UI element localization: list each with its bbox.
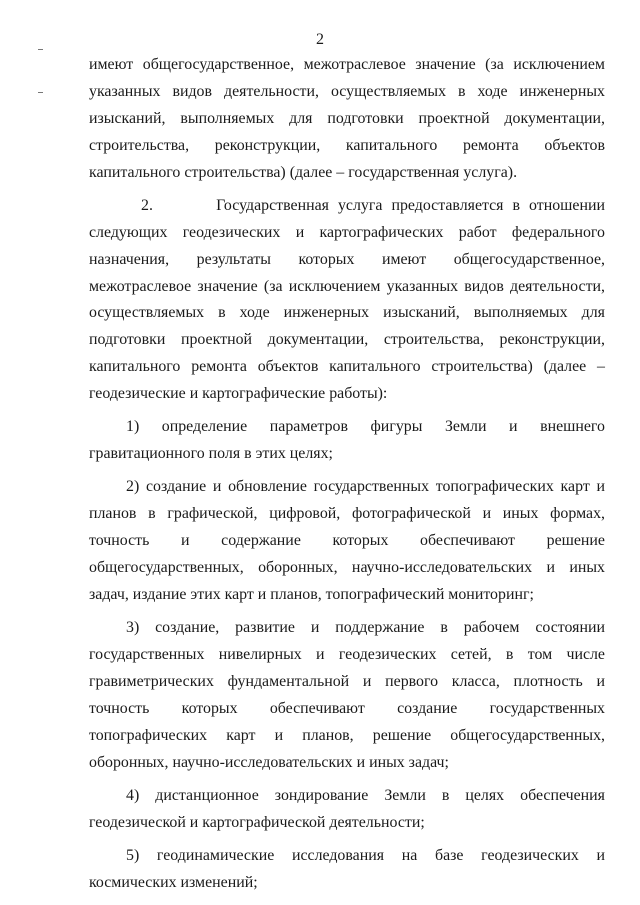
paragraph-item-2: 2. Государственная услуга предоставляется в отношении следующих геодезических и картографических работ федерального назначения, результаты которых имеют общегосударственное, межотраслевое значение (за исключением указанных видов деятельности, осуществляемых в ходе инженерных изысканий, выполняемых для подготовки проектной документации, строительства, реконструкции, капитального ремонта объектов капитального строительства) (далее – геодезические и картографические работы): bbox=[89, 196, 605, 403]
list-item-1: 1) определение параметров фигуры Земли и внешнего гравитационного поля в этих целях; bbox=[89, 418, 605, 463]
list-item-5: 5) геодинамические исследования на базе геодезических и космических изменений; bbox=[89, 847, 605, 892]
document-body bbox=[89, 52, 605, 903]
list-item-4: 4) дистанционное зондирование Земли в целях обеспечения геодезической и картографической деятельности; bbox=[89, 787, 605, 831]
page-number: 2 bbox=[316, 31, 324, 48]
list-item-2: 2) создание и обновление государственных топографических карт и планов в графической, цифровой, фотографической и иных формах, точность и содержание которых обеспечивают решение общегосударственных, оборонных, научно-исследовательских и иных задач, издание этих карт и планов, топографический мониторинг; bbox=[89, 478, 605, 604]
scan-artifact-mark bbox=[38, 92, 43, 93]
list-item-3: 3) создание, развитие и поддержание в рабочем состоянии государственных нивелирных и геодезических сетей, в том числе гравиметрических фундаментальной и первого класса, плотность и точность которых обеспечивают создание государственных топографических карт и планов, решение общегосударственных, оборонных, научно-исследовательских и иных задач; bbox=[89, 619, 605, 771]
paragraph-continuation: имеют общегосударственное, межотраслевое значение (за исключением указанных видов деятельности, осуществляемых в ходе инженерных изысканий, выполняемых для подготовки проектной документации, строительства, реконструкции, капитального ремонта объектов капитального строительства) (далее – государственная услуга). bbox=[89, 56, 605, 181]
